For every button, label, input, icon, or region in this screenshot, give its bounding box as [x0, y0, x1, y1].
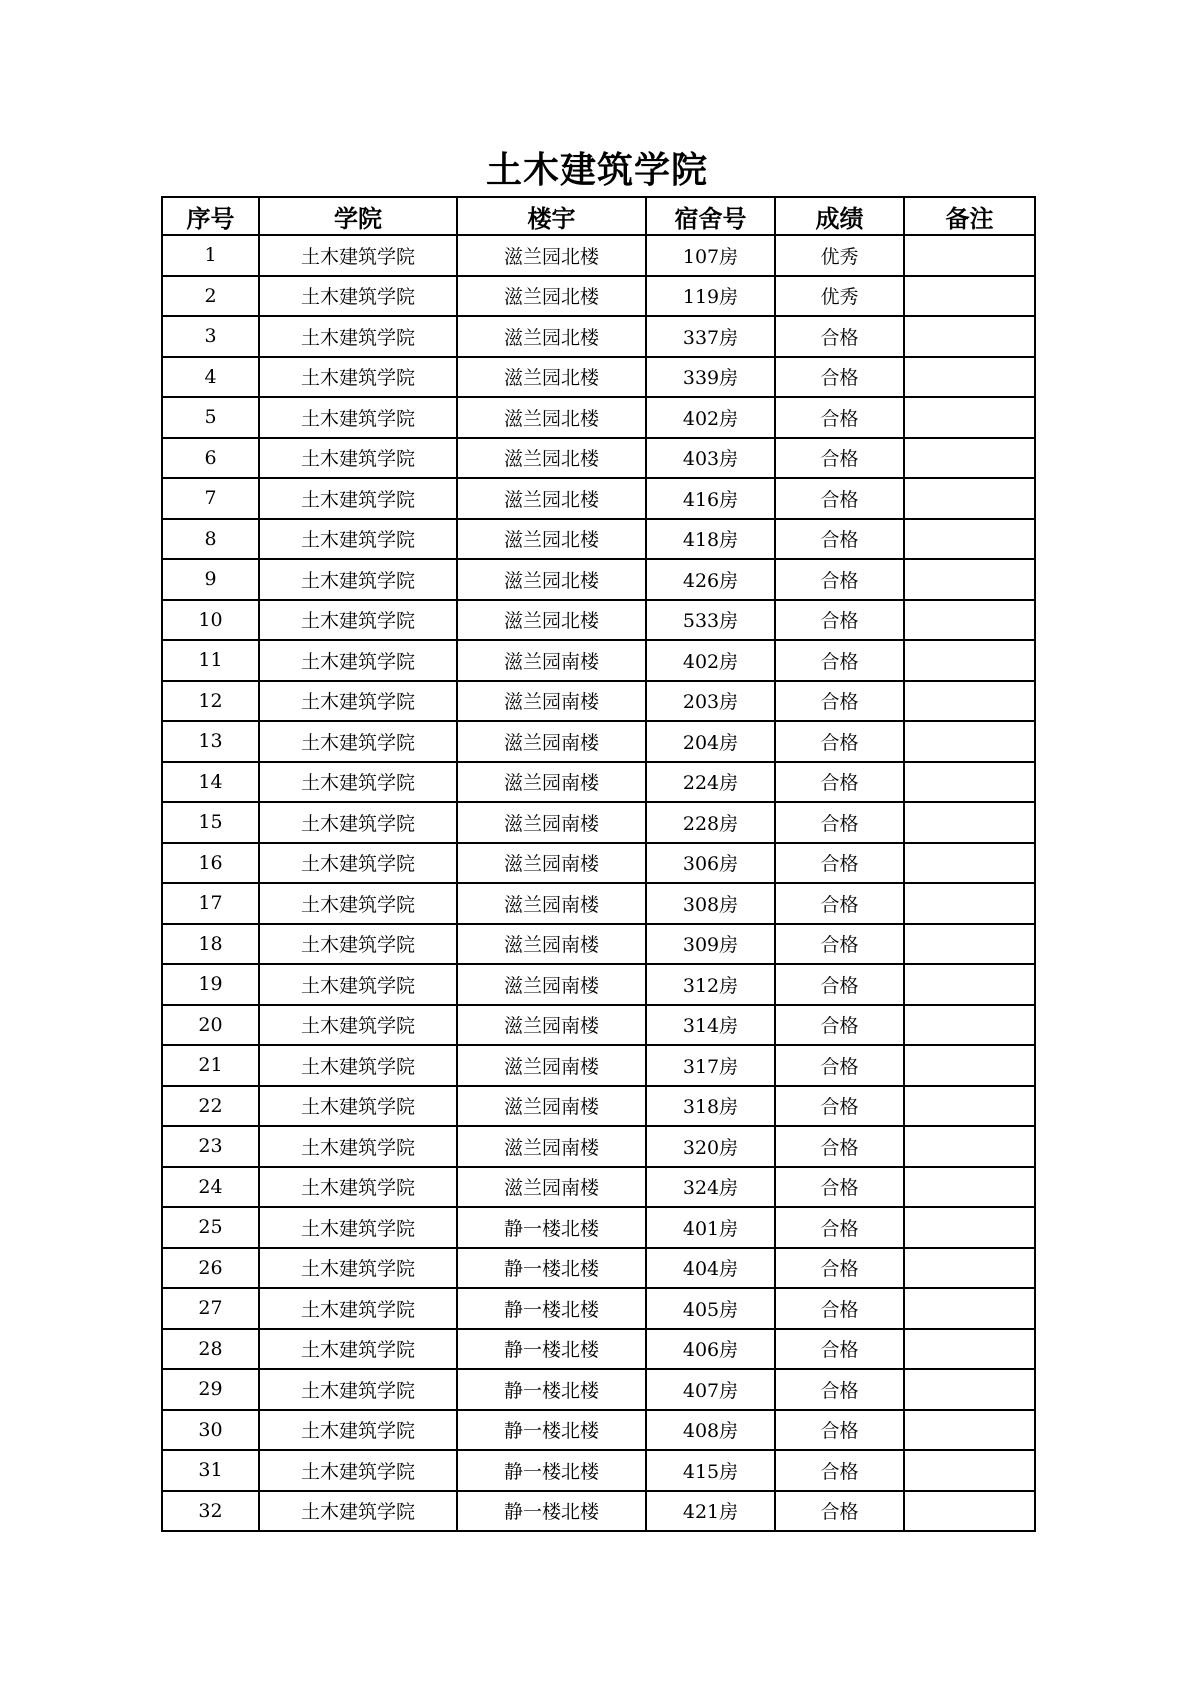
cell-grade: 合格	[775, 559, 904, 600]
table-row	[162, 357, 1035, 398]
cell-remarks	[904, 1491, 1035, 1532]
table-row	[162, 276, 1035, 317]
col-header-index: 序号	[162, 197, 259, 235]
cell-index: 31	[162, 1450, 259, 1491]
table-row	[162, 559, 1035, 600]
table-row	[162, 721, 1035, 762]
cell-college: 土木建筑学院	[259, 964, 457, 1005]
cell-college: 土木建筑学院	[259, 276, 457, 317]
table-row	[162, 1248, 1035, 1289]
cell-building: 滋兰园北楼	[457, 600, 646, 641]
cell-building: 滋兰园南楼	[457, 1167, 646, 1208]
cell-room: 228房	[646, 802, 775, 843]
cell-building: 滋兰园南楼	[457, 640, 646, 681]
cell-remarks	[904, 1126, 1035, 1167]
cell-grade: 合格	[775, 964, 904, 1005]
cell-room: 318房	[646, 1086, 775, 1127]
cell-grade: 合格	[775, 1045, 904, 1086]
cell-index: 10	[162, 600, 259, 641]
cell-remarks	[904, 1329, 1035, 1370]
table-row	[162, 1288, 1035, 1329]
table-row	[162, 640, 1035, 681]
cell-grade: 合格	[775, 1329, 904, 1370]
cell-college: 土木建筑学院	[259, 1045, 457, 1086]
cell-building: 滋兰园南楼	[457, 802, 646, 843]
cell-room: 314房	[646, 1005, 775, 1046]
cell-remarks	[904, 1045, 1035, 1086]
cell-college: 土木建筑学院	[259, 316, 457, 357]
cell-building: 静一楼北楼	[457, 1207, 646, 1248]
table-row	[162, 1410, 1035, 1451]
table-row	[162, 1369, 1035, 1410]
cell-grade: 合格	[775, 1491, 904, 1532]
cell-grade: 合格	[775, 397, 904, 438]
cell-remarks	[904, 883, 1035, 924]
cell-building: 静一楼北楼	[457, 1450, 646, 1491]
cell-college: 土木建筑学院	[259, 1167, 457, 1208]
table-row	[162, 843, 1035, 884]
table-row	[162, 924, 1035, 965]
table-row	[162, 802, 1035, 843]
cell-room: 324房	[646, 1167, 775, 1208]
cell-index: 4	[162, 357, 259, 398]
cell-grade: 优秀	[775, 235, 904, 276]
cell-index: 3	[162, 316, 259, 357]
cell-building: 滋兰园北楼	[457, 316, 646, 357]
table-row	[162, 1329, 1035, 1370]
cell-grade: 合格	[775, 1450, 904, 1491]
cell-college: 土木建筑学院	[259, 762, 457, 803]
cell-grade: 合格	[775, 721, 904, 762]
cell-building: 滋兰园北楼	[457, 478, 646, 519]
cell-grade: 合格	[775, 843, 904, 884]
cell-index: 24	[162, 1167, 259, 1208]
cell-room: 339房	[646, 357, 775, 398]
cell-remarks	[904, 721, 1035, 762]
cell-college: 土木建筑学院	[259, 1450, 457, 1491]
cell-building: 滋兰园南楼	[457, 681, 646, 722]
cell-room: 405房	[646, 1288, 775, 1329]
cell-room: 403房	[646, 438, 775, 479]
cell-index: 6	[162, 438, 259, 479]
cell-building: 静一楼北楼	[457, 1491, 646, 1532]
cell-grade: 合格	[775, 640, 904, 681]
cell-grade: 合格	[775, 316, 904, 357]
cell-grade: 合格	[775, 600, 904, 641]
cell-remarks	[904, 1288, 1035, 1329]
cell-index: 28	[162, 1329, 259, 1370]
cell-index: 29	[162, 1369, 259, 1410]
cell-room: 404房	[646, 1248, 775, 1289]
cell-building: 滋兰园南楼	[457, 964, 646, 1005]
table-row	[162, 438, 1035, 479]
cell-index: 25	[162, 1207, 259, 1248]
cell-remarks	[904, 478, 1035, 519]
cell-index: 7	[162, 478, 259, 519]
cell-remarks	[904, 1450, 1035, 1491]
cell-grade: 合格	[775, 1369, 904, 1410]
cell-room: 401房	[646, 1207, 775, 1248]
cell-remarks	[904, 1005, 1035, 1046]
cell-building: 滋兰园北楼	[457, 438, 646, 479]
table-row	[162, 681, 1035, 722]
cell-index: 23	[162, 1126, 259, 1167]
cell-building: 滋兰园南楼	[457, 762, 646, 803]
cell-grade: 合格	[775, 519, 904, 560]
cell-remarks	[904, 964, 1035, 1005]
cell-index: 9	[162, 559, 259, 600]
cell-remarks	[904, 276, 1035, 317]
table-row	[162, 1086, 1035, 1127]
cell-building: 滋兰园北楼	[457, 397, 646, 438]
cell-grade: 合格	[775, 438, 904, 479]
cell-room: 204房	[646, 721, 775, 762]
cell-grade: 合格	[775, 1005, 904, 1046]
cell-grade: 合格	[775, 1167, 904, 1208]
cell-remarks	[904, 316, 1035, 357]
cell-college: 土木建筑学院	[259, 1248, 457, 1289]
dormitory-grade-table	[161, 196, 1036, 1532]
cell-college: 土木建筑学院	[259, 559, 457, 600]
table-row	[162, 1045, 1035, 1086]
header-row	[162, 197, 1035, 235]
cell-building: 滋兰园南楼	[457, 883, 646, 924]
cell-building: 滋兰园南楼	[457, 1045, 646, 1086]
table-row	[162, 478, 1035, 519]
cell-grade: 合格	[775, 357, 904, 398]
table-row	[162, 1005, 1035, 1046]
cell-building: 滋兰园北楼	[457, 235, 646, 276]
table-row	[162, 397, 1035, 438]
table-row	[162, 316, 1035, 357]
cell-grade: 优秀	[775, 276, 904, 317]
cell-index: 12	[162, 681, 259, 722]
cell-index: 19	[162, 964, 259, 1005]
cell-college: 土木建筑学院	[259, 721, 457, 762]
cell-index: 17	[162, 883, 259, 924]
cell-index: 16	[162, 843, 259, 884]
cell-college: 土木建筑学院	[259, 924, 457, 965]
cell-room: 426房	[646, 559, 775, 600]
cell-building: 滋兰园北楼	[457, 559, 646, 600]
cell-remarks	[904, 438, 1035, 479]
cell-room: 418房	[646, 519, 775, 560]
table-row	[162, 883, 1035, 924]
cell-college: 土木建筑学院	[259, 1491, 457, 1532]
cell-building: 滋兰园北楼	[457, 357, 646, 398]
cell-grade: 合格	[775, 1410, 904, 1451]
cell-remarks	[904, 843, 1035, 884]
cell-room: 533房	[646, 600, 775, 641]
page-title: 土木建筑学院	[485, 150, 708, 191]
cell-college: 土木建筑学院	[259, 1005, 457, 1046]
cell-grade: 合格	[775, 924, 904, 965]
cell-index: 32	[162, 1491, 259, 1532]
cell-grade: 合格	[775, 1288, 904, 1329]
cell-remarks	[904, 924, 1035, 965]
table-body	[162, 235, 1035, 1531]
cell-building: 静一楼北楼	[457, 1288, 646, 1329]
cell-college: 土木建筑学院	[259, 235, 457, 276]
cell-building: 滋兰园南楼	[457, 1126, 646, 1167]
col-header-college: 学院	[259, 197, 457, 235]
cell-college: 土木建筑学院	[259, 1410, 457, 1451]
cell-college: 土木建筑学院	[259, 600, 457, 641]
cell-grade: 合格	[775, 762, 904, 803]
cell-room: 407房	[646, 1369, 775, 1410]
cell-room: 402房	[646, 640, 775, 681]
cell-building: 滋兰园南楼	[457, 721, 646, 762]
cell-index: 22	[162, 1086, 259, 1127]
cell-index: 27	[162, 1288, 259, 1329]
cell-remarks	[904, 640, 1035, 681]
cell-remarks	[904, 235, 1035, 276]
cell-building: 静一楼北楼	[457, 1248, 646, 1289]
cell-grade: 合格	[775, 681, 904, 722]
cell-index: 18	[162, 924, 259, 965]
cell-building: 静一楼北楼	[457, 1369, 646, 1410]
col-header-grade: 成绩	[775, 197, 904, 235]
cell-index: 30	[162, 1410, 259, 1451]
cell-building: 滋兰园北楼	[457, 276, 646, 317]
cell-room: 309房	[646, 924, 775, 965]
cell-college: 土木建筑学院	[259, 478, 457, 519]
table-row	[162, 235, 1035, 276]
cell-building: 滋兰园南楼	[457, 1005, 646, 1046]
cell-room: 337房	[646, 316, 775, 357]
cell-college: 土木建筑学院	[259, 843, 457, 884]
cell-college: 土木建筑学院	[259, 357, 457, 398]
cell-college: 土木建筑学院	[259, 1126, 457, 1167]
cell-remarks	[904, 1410, 1035, 1451]
cell-college: 土木建筑学院	[259, 397, 457, 438]
col-header-remarks: 备注	[904, 197, 1035, 235]
cell-index: 8	[162, 519, 259, 560]
cell-grade: 合格	[775, 1248, 904, 1289]
cell-room: 402房	[646, 397, 775, 438]
cell-college: 土木建筑学院	[259, 438, 457, 479]
cell-remarks	[904, 519, 1035, 560]
cell-college: 土木建筑学院	[259, 802, 457, 843]
table-row	[162, 1207, 1035, 1248]
table-row	[162, 1450, 1035, 1491]
cell-index: 11	[162, 640, 259, 681]
cell-index: 26	[162, 1248, 259, 1289]
cell-remarks	[904, 1167, 1035, 1208]
cell-college: 土木建筑学院	[259, 1329, 457, 1370]
cell-remarks	[904, 357, 1035, 398]
cell-remarks	[904, 1248, 1035, 1289]
cell-remarks	[904, 559, 1035, 600]
cell-room: 415房	[646, 1450, 775, 1491]
cell-room: 416房	[646, 478, 775, 519]
cell-index: 21	[162, 1045, 259, 1086]
table-row	[162, 762, 1035, 803]
cell-index: 20	[162, 1005, 259, 1046]
cell-college: 土木建筑学院	[259, 519, 457, 560]
cell-building: 滋兰园南楼	[457, 843, 646, 884]
cell-remarks	[904, 802, 1035, 843]
cell-room: 203房	[646, 681, 775, 722]
cell-room: 320房	[646, 1126, 775, 1167]
cell-building: 滋兰园北楼	[457, 519, 646, 560]
col-header-building: 楼宇	[457, 197, 646, 235]
table-row	[162, 1126, 1035, 1167]
cell-building: 静一楼北楼	[457, 1410, 646, 1451]
cell-room: 224房	[646, 762, 775, 803]
cell-room: 308房	[646, 883, 775, 924]
cell-college: 土木建筑学院	[259, 1086, 457, 1127]
cell-grade: 合格	[775, 478, 904, 519]
col-header-room: 宿舍号	[646, 197, 775, 235]
cell-college: 土木建筑学院	[259, 1207, 457, 1248]
cell-index: 5	[162, 397, 259, 438]
table-row	[162, 1167, 1035, 1208]
cell-building: 滋兰园南楼	[457, 924, 646, 965]
cell-grade: 合格	[775, 883, 904, 924]
cell-college: 土木建筑学院	[259, 681, 457, 722]
cell-building: 静一楼北楼	[457, 1329, 646, 1370]
cell-college: 土木建筑学院	[259, 1288, 457, 1329]
cell-room: 408房	[646, 1410, 775, 1451]
cell-remarks	[904, 1369, 1035, 1410]
cell-room: 119房	[646, 276, 775, 317]
cell-room: 306房	[646, 843, 775, 884]
cell-room: 421房	[646, 1491, 775, 1532]
cell-remarks	[904, 1086, 1035, 1127]
cell-remarks	[904, 397, 1035, 438]
cell-index: 2	[162, 276, 259, 317]
table-row	[162, 964, 1035, 1005]
cell-grade: 合格	[775, 1207, 904, 1248]
cell-college: 土木建筑学院	[259, 883, 457, 924]
cell-building: 滋兰园南楼	[457, 1086, 646, 1127]
cell-index: 1	[162, 235, 259, 276]
cell-room: 312房	[646, 964, 775, 1005]
cell-room: 107房	[646, 235, 775, 276]
cell-grade: 合格	[775, 802, 904, 843]
cell-grade: 合格	[775, 1086, 904, 1127]
cell-college: 土木建筑学院	[259, 640, 457, 681]
cell-remarks	[904, 1207, 1035, 1248]
table-row	[162, 1491, 1035, 1532]
table-header	[162, 197, 1035, 235]
cell-index: 15	[162, 802, 259, 843]
cell-grade: 合格	[775, 1126, 904, 1167]
cell-index: 13	[162, 721, 259, 762]
cell-remarks	[904, 762, 1035, 803]
cell-remarks	[904, 681, 1035, 722]
cell-room: 406房	[646, 1329, 775, 1370]
table-row	[162, 600, 1035, 641]
cell-index: 14	[162, 762, 259, 803]
cell-college: 土木建筑学院	[259, 1369, 457, 1410]
cell-room: 317房	[646, 1045, 775, 1086]
table-row	[162, 519, 1035, 560]
cell-remarks	[904, 600, 1035, 641]
